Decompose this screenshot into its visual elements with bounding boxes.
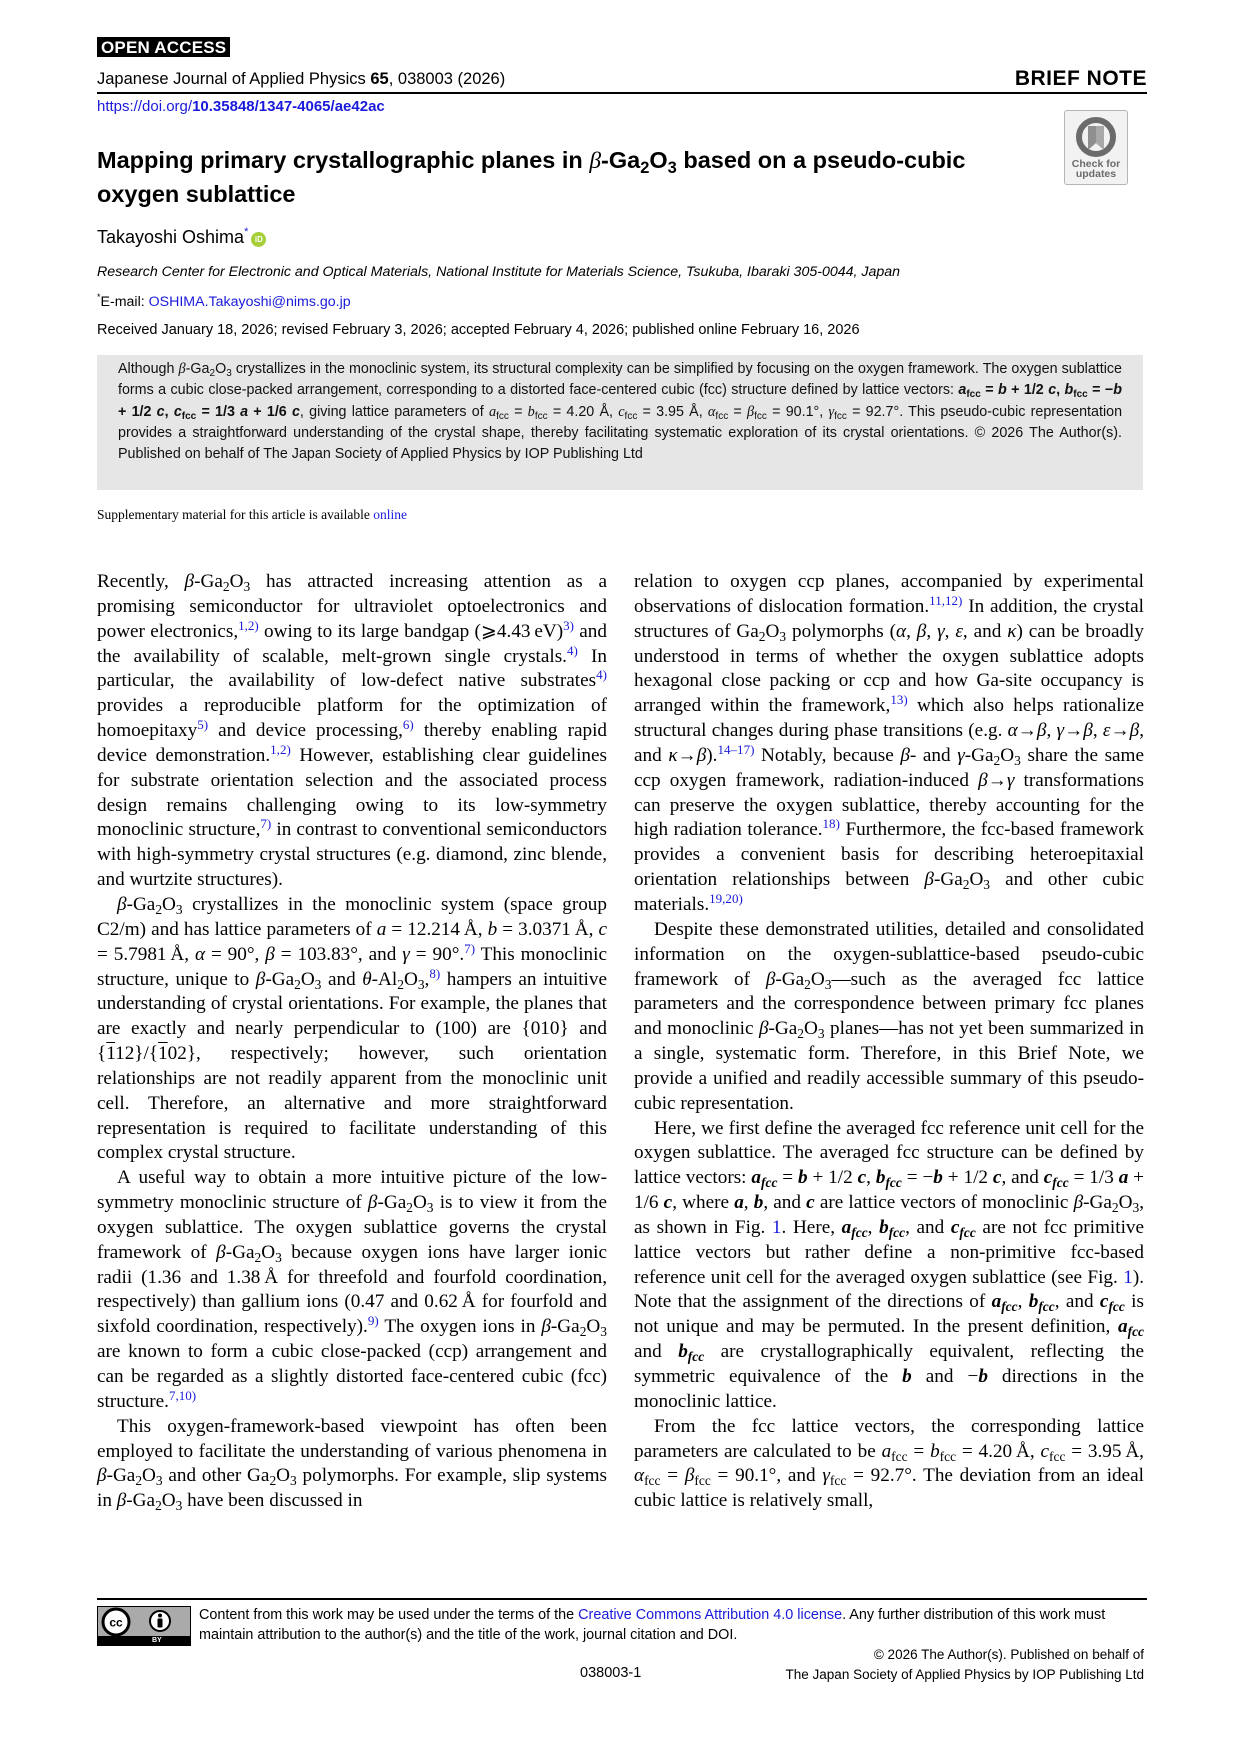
cc-by-label: BY [152, 1637, 162, 1644]
abstract-box [97, 355, 1143, 490]
cc-license-link[interactable]: Creative Commons Attribution 4.0 license [578, 1607, 843, 1623]
author-affiliation: Research Center for Electronic and Optical Materials, National Institute for Materials Science, Tsukuba, Ibaraki 305-0044, Japan [97, 264, 901, 280]
body-column-left [97, 570, 607, 1514]
check-updates-label: Check for updates [1071, 158, 1121, 180]
citation-link[interactable]: 13) [890, 692, 908, 708]
paragraph: A useful way to obtain a more intuitive picture of the low-symmetry monoclinic structure of $\beta-Ga_2O_3$ is to view it from the oxygen sublattice. The oxygen sublattice governs the crystal framework of $\beta-Ga_2O_3$ because oxygen ions have larger ionic radii (1.36 and 1.38 Å for threefold and fourfold coordination, respectively) than gallium ions (0.47 and 0.62 Å for fourfold and sixfold coordination, respectively).$^{9)}$ The oxygen ions in $\beta-Ga_2O_3$ are known to form a cubic close-packed (ccp) arrangement and can be regarded as a slightly distorted face-centered cubic (fcc) structure.$^{7,10)}$ [97, 1167, 607, 1412]
doi-suffix[interactable]: 10.35848/1347-4065/ae42ac [192, 98, 385, 115]
citation-link[interactable]: 9) [367, 1313, 379, 1329]
article-title: Mapping primary crystallographic planes in $\beta-Ga_2O_3$ based on a pseudo-cubic oxygen sublattice [97, 147, 966, 207]
abstract-text: Although $\beta-Ga_2O_3$ crystallizes in the monoclinic system, its structural complexity can be simplified by focusing on the oxygen framework. The oxygen sublattice forms a cubic close-packed arrangement, corresponding to a distorted face-centered cubic (fcc) structure defined by lattice vectors: $a_{fcc} = b + 1/2$ c, $b_{fcc} = -b + 1/2$ c, $c_{fcc} = 1/3$ a + 1/6 c, giving lattice parameters of $a_{fcc} = b_{fcc} = 4.20$ Å, $c_{fcc} = 3.95$ Å, $\alpha_{fcc} = \beta_{fcc} = 90.1^\circ$, $\gamma_{fcc} = 92.7^\circ$. This pseudo-cubic representation provides a straightforward understanding of the crystal shape, thereby facilitating systematic exploration of its crystal orientations. © 2026 The Author(s). Published on behalf of The Japan Society of Applied Physics by IOP Publishing Ltd [118, 361, 1123, 463]
cc-by-license-badge[interactable] [97, 1606, 191, 1646]
check-for-updates-button[interactable] [1064, 110, 1128, 185]
supplementary-online-link[interactable]: online [373, 507, 408, 522]
figure-link[interactable]: 1 [771, 1216, 782, 1238]
journal-volume: 65 [370, 70, 389, 88]
citation-link[interactable]: 18) [822, 816, 840, 832]
paragraph: From the fcc lattice vectors, the corresponding lattice parameters are calculated to be $a_{fcc} = b_{fcc} = 4.20$ Å, $c_{fcc} = 3.95$ Å, $\alpha_{fcc} = \beta_{fcc} = 90.1^\circ$, and $\gamma_{fcc} = 92.7^\circ$. The deviation from an ideal cubic lattice is relatively small, [634, 1415, 1145, 1512]
article-type-label: BRIEF NOTE [1014, 67, 1147, 90]
check-updates-icon [1075, 116, 1117, 158]
citation-link[interactable]: 7) [260, 816, 272, 832]
paragraph: relation to oxygen ccp planes, accompanied by experimental observations of dislocation formation.$^{11,12)}$ In addition, the crystal structures of $Ga_2O_3$ polymorphs (α, β, γ, ε, and κ) can be broadly understood in terms of whether the oxygen sublattice adopts hexagonal close packing or ccp and how Ga-site occupancy is arranged within the framework,$^{13)}$ which also helps rationalize structural changes during phase transitions (e.g. α→β, γ→β, ε→β, and κ→β).$^{14-17)}$ Notably, because β- and $\gamma-Ga_2O_3$ share the same ccp oxygen framework, radiation-induced β→γ transformations can preserve the oxygen sublattice, thereby accounting for the high radiation tolerance.$^{18)}$ Furthermore, the fcc-based framework provides a convenient basis for describing heteroepitaxial orientation relationships between $\beta-Ga_2O_3$ and other cubic materials.$^{19,20)}$ [634, 571, 1145, 915]
page-number: 038003-1 [580, 1665, 642, 1681]
article-number-year: , 038003 (2026) [388, 70, 506, 88]
citation-link[interactable]: 19,20) [709, 890, 743, 906]
email-link[interactable]: OSHIMA.Takayoshi@nims.go.jp [148, 294, 351, 310]
author-line [97, 226, 266, 248]
figure-link[interactable]: 1 [1123, 1266, 1133, 1288]
paragraph: $\beta-Ga_2O_3$ crystallizes in the monoclinic system (space group C2/m) and has lattice parameters of a = 12.214 Å, b = 3.0371 Å, c = 5.7981 Å, α = 90°, β = 103.83°, and γ = 90°.$^{7)}$ This monoclinic structure, unique to $\beta-Ga_2O_3$ and $\theta-Al_2O_3,^{8)}$ hampers an intuitive understanding of crystal orientations. For example, the planes that are exactly and nearly perpendicular to (100) are {010} and {112}/{102}, respectively; however, such orientation relationships are not readily apparent from the monoclinic unit cell. Therefore, an alternative and more straightforward representation is required to facilitate understanding of this complex crystal structure. [97, 893, 607, 1164]
paragraph: This oxygen-framework-based viewpoint has often been employed to facilitate the understanding of various phenomena in $\beta-Ga_2O_3$ and other $Ga_2O_3$ polymorphs. For example, slip systems in $\beta-Ga_2O_3$ have been discussed in [97, 1415, 607, 1514]
correspondence-email: *E-mail: OSHIMA.Takayoshi@nims.go.jp [97, 292, 351, 310]
footer-divider [97, 1598, 1147, 1600]
journal-name: Japanese Journal of Applied Physics [97, 70, 366, 88]
citation-link[interactable]: 4) [596, 667, 607, 683]
citation-link[interactable]: 3) [563, 617, 574, 633]
creative-commons-icon [98, 1607, 190, 1637]
journal-citation [97, 70, 505, 89]
citation-link[interactable]: 8) [429, 965, 441, 981]
author-name[interactable]: Takayoshi Oshima [97, 227, 245, 247]
citation-link[interactable]: 11,12) [929, 592, 963, 608]
citation-link[interactable]: 7,10) [168, 1387, 197, 1403]
paragraph: Recently, $\beta-Ga_2O_3$ has attracted increasing attention as a promising semiconductor for ultraviolet optoelectronics and power electronics,$^{1,2)}$ owing to its large bandgap (⩾4.43 eV)$^{3)}$ and the availability of scalable, melt-grown single crystals.$^{4)}$ In particular, the availability of low-defect native substrates$^{4)}$ provides a reproducible platform for the optimization of homoepitaxy$^{5)}$ and device processing,$^{6)}$ thereby enabling rapid device demonstration.$^{1,2)}$ However, establishing clear guidelines for substrate orientation selection and the associated process design remains challenging owing to its low-symmetry monoclinic structure,$^{7)}$ in contrast to conventional semiconductors with high-symmetry crystal structures (e.g. diamond, zinc blende, and wurtzite structures). [97, 571, 608, 891]
citation-link[interactable]: 5) [197, 716, 209, 732]
open-access-badge: OPEN ACCESS [97, 37, 230, 57]
orcid-icon[interactable]: iD [251, 232, 266, 247]
doi-prefix[interactable]: https://doi.org/ [97, 98, 193, 115]
citation-link[interactable]: 1,2) [270, 741, 291, 757]
svg-text:cc: cc [109, 1615, 123, 1630]
paragraph: Despite these demonstrated utilities, detailed and consolidated information on the oxygen-sublattice-based pseudo-cubic framework of $\beta-Ga_2O_3—such$ as the averaged fcc lattice parameters and the correspondence between primary fcc planes and monoclinic $\beta-Ga_2O_3$ planes—has not yet been summarized in a single, systematic form. Therefore, in this Brief Note, we provide a unified and readily accessible summary of this pseudo-cubic representation. [634, 918, 1144, 1114]
citation-link[interactable]: 4) [566, 642, 578, 658]
citation-link[interactable]: 6) [402, 716, 414, 732]
publication-dates: Received January 18, 2026; revised February 3, 2026; accepted February 4, 2026; published online February 16, 2026 [97, 322, 860, 338]
header-divider [97, 92, 1147, 94]
paragraph: Here, we first define the averaged fcc reference unit cell for the oxygen sublattice. The averaged fcc structure can be defined by lattice vectors: $a_{fcc} = b + 1/2$ c, $b_{fcc} = -b + 1/2$ c, and $c_{fcc} = 1/3$ a + 1/6 c, where a, b, and c are lattice vectors of monoclinic $\beta-Ga_2O_3$, as shown in Fig. 1. Here, $a_{fcc}$, $b_{fcc}$, and $c_{fcc}$ are not fcc primitive lattice vectors but rather define a non-primitive fcc-based reference unit cell for the averaged oxygen sublattice (see Fig. 1). Note that the assignment of the directions of $a_{fcc}$, $b_{fcc}$, and $c_{fcc}$ is not unique and may be permuted. In the present definition, $a_{fcc}$ and $b_{fcc}$ are crystallographically equivalent, reflecting the symmetric equivalence of the b and −b directions in the monoclinic lattice. [634, 1117, 1145, 1412]
citation-link[interactable]: 7) [464, 940, 476, 956]
body-column-right [634, 570, 1144, 1514]
corresponding-author-mark[interactable]: * [244, 226, 249, 238]
copyright-notice: © 2026 The Author(s). Published on behalf of The Japan Society of Applied Physics by IOP Publishing Ltd [785, 1647, 1144, 1682]
citation-link[interactable]: 14–17) [717, 741, 755, 757]
license-statement: Content from this work may be used under the terms of the Creative Commons Attribution 4.0 license. Any further distribution of this work must maintain attribution to the author(s) and the title of the work, journal citation and DOI. [199, 1607, 1106, 1643]
doi-link[interactable] [97, 98, 385, 115]
citation-link[interactable]: 1,2) [238, 617, 259, 633]
supplementary-note: Supplementary material for this article is available online [97, 507, 408, 522]
